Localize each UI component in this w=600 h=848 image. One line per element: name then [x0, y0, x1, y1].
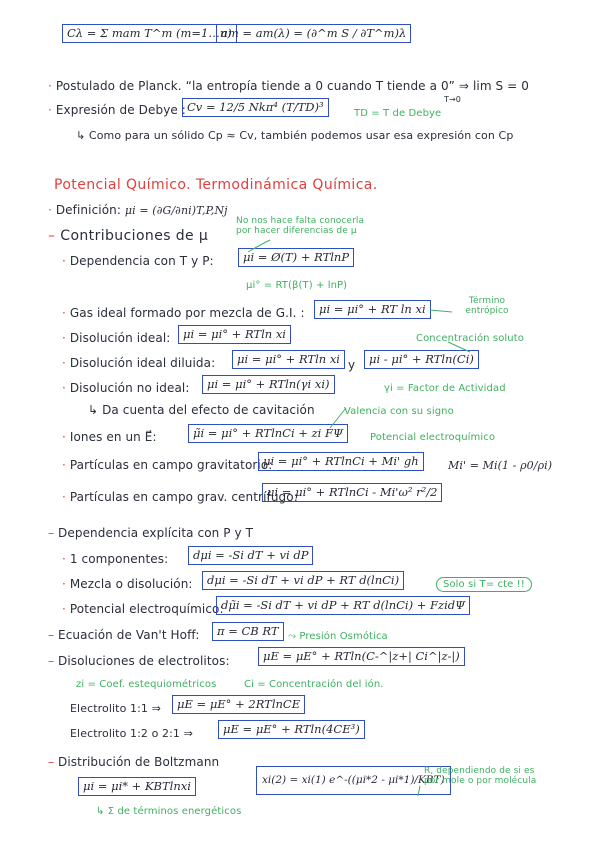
bullet: ·	[48, 79, 52, 93]
electrolito-12-equation-box: μE = μE° + RTln(4CE³)	[218, 720, 365, 739]
bullet: ·	[48, 203, 52, 217]
limit-subscript: T→0	[444, 95, 461, 104]
gas-ideal-equation-box: μi = μi° + RT ln xi	[314, 300, 431, 319]
mezcla-equation-box: dμi = -Si dT + vi dP + RT d(lnCi)	[202, 571, 404, 590]
bullet: ·	[62, 490, 66, 504]
mezcla-label: Mezcla o disolución:	[69, 577, 193, 591]
boltzmann-line	[48, 755, 219, 770]
dependencia-line	[62, 254, 214, 269]
definicion-line	[48, 203, 228, 218]
bullet: ·	[62, 254, 66, 268]
boltzmann-chemical-potential-box: μi = μi* + KBTlnxi	[78, 777, 196, 796]
bullet: ·	[62, 577, 66, 591]
pot-electro-line	[62, 602, 224, 617]
explicita-label: Dependencia explícita con P y T	[58, 526, 254, 540]
dependencia-note: μi° = RT(β(T) + lnP)	[246, 280, 348, 291]
heat-capacity-series-box: Cλ = Σ mam T^m (m=1…n)	[62, 24, 237, 43]
bullet: ·	[48, 103, 52, 117]
disolucion-ideal-equation-box: μi = μi° + RTln xi	[178, 325, 291, 344]
electrolito-11-label: Electrolito 1:1 ⇒	[70, 702, 161, 715]
debye-followup: ↳ Como para un sólido Cp ≈ Cv, también podemos usar esa expresión con Cp	[76, 129, 514, 142]
section-title: Potencial Químico. Termodinámica Química.	[54, 177, 378, 193]
reduced-mass-formula: Mi' = Mi(1 - ρ0/ρi)	[448, 459, 553, 472]
planck-quote: “la entropía tiende a 0 cuando T tiende a 0” ⇒ lim S = 0	[185, 79, 529, 93]
electrolitos-equation-box: μE = μE° + RTln(C-^|z+| Ci^|z-|)	[258, 647, 465, 666]
potencial-electroquimico-note: Potencial electroquímico	[370, 432, 496, 443]
bullet: ·	[62, 552, 66, 566]
gas-ideal-line	[62, 306, 305, 321]
mezcla-line	[62, 577, 193, 592]
disolucion-no-ideal-label: Disolución no ideal:	[69, 381, 190, 395]
electrolitos-label: Disoluciones de electrolitos:	[58, 654, 230, 668]
boltzmann-distribution-box: xi(2) = xi(1) e^-((μi*2 - μi*1)/KBT)	[256, 766, 451, 795]
gas-ideal-note: Término entrópico	[465, 296, 509, 316]
disolucion-diluida-label: Disolución ideal diluida:	[69, 356, 216, 370]
explicita-heading	[48, 526, 253, 541]
un-componente-label: 1 componentes:	[69, 552, 169, 566]
disolucion-no-ideal-line	[62, 381, 189, 396]
definicion-equation: μi = (∂G/∂ni)T,P,Nj	[124, 204, 228, 217]
dash: –	[48, 654, 55, 668]
disolucion-diluida-equation-box-2: μi - μi° + RTln(Ci)	[364, 350, 479, 369]
dependencia-label: Dependencia con T y P:	[69, 254, 214, 268]
electrolitos-line	[48, 654, 230, 669]
gravitatorio-label: Partículas en campo gravitatorio:	[69, 458, 273, 472]
contribuciones-label: Contribuciones de μ	[60, 228, 209, 244]
vant-hoff-label: Ecuación de Van't Hoff:	[58, 628, 200, 642]
gravitatorio-line	[62, 458, 272, 473]
presion-osmotica-note: ⤳ Presión Osmótica	[288, 631, 388, 642]
un-componente-equation-box: dμi = -Si dT + vi dP	[188, 546, 313, 565]
debye-line	[48, 103, 186, 118]
cavitacion-note: ↳ Da cuenta del efecto de cavitación	[88, 403, 315, 417]
debye-label: Expresión de Debye :	[55, 103, 186, 117]
solo-si-note	[436, 577, 532, 592]
pot-electro-equation-box: dμ̃i = -Si dT + vi dP + RT d(lnCi) + FzidΨ	[216, 596, 470, 615]
vant-hoff-equation-box: π = CB RT	[212, 622, 284, 641]
gravitatorio-equation-box: μi = μi° + RTlnCi + Mi' gh	[258, 452, 424, 471]
un-componente-line	[62, 552, 168, 567]
bullet: ·	[62, 306, 66, 320]
boltzmann-label: Distribución de Boltzmann	[58, 755, 220, 769]
am-coefficient-box: am = am(λ) = (∂^m S / ∂T^m)λ	[216, 24, 411, 43]
concentracion-ion-note: Ci = Concentración del ión.	[244, 679, 384, 690]
dash: –	[48, 755, 55, 769]
disolucion-diluida-line	[62, 356, 215, 371]
valencia-note: Valencia con su signo	[344, 406, 454, 417]
boltzmann-note: R, dependiendo de si es por mole o por molécula	[424, 766, 537, 786]
centrifugo-equation-box: μi = μi° + RTlnCi - Mi'ω² r²/2	[262, 483, 442, 502]
dash: –	[48, 526, 55, 540]
conjunction: y	[348, 358, 356, 372]
vant-hoff-line	[48, 628, 199, 643]
gas-ideal-label: Gas ideal formado por mezcla de G.I. :	[69, 306, 305, 320]
bullet: ·	[62, 430, 66, 444]
debye-note: TD = T de Debye	[354, 108, 442, 119]
iones-label: Iones en un E⃗:	[69, 430, 157, 444]
actividad-note: γi = Factor de Actividad	[384, 383, 506, 394]
disolucion-ideal-label: Disolución ideal:	[69, 331, 171, 345]
coef-estequiometricos-note: zi = Coef. estequiométricos	[76, 679, 217, 690]
concentracion-soluto-note: Concentración soluto	[416, 333, 524, 344]
debye-equation-box: Cv = 12/5 Nkπ⁴ (T/TD)³	[182, 98, 329, 117]
dependencia-equation-box: μi = Ø(T) + RTlnP	[238, 248, 354, 267]
bullet: ·	[62, 356, 66, 370]
dash: –	[48, 628, 55, 642]
iones-equation-box: μ̃i = μi° + RTlnCi + zi FΨ	[188, 424, 348, 443]
disolucion-diluida-equation-box-1: μi = μi° + RTln xi	[232, 350, 345, 369]
entropico-arrow	[430, 310, 452, 312]
definicion-note: No nos hace falta conocerla por hacer diferencias de μ	[236, 216, 365, 236]
iones-line	[62, 430, 157, 445]
definicion-label: Definición:	[55, 203, 121, 217]
disolucion-no-ideal-equation-box: μi = μi° + RTln(γi xi)	[202, 375, 335, 394]
bullet: ·	[62, 602, 66, 616]
planck-label: Postulado de Planck.	[55, 79, 182, 93]
bullet: ·	[62, 458, 66, 472]
electrolito-12-label: Electrolito 1:2 o 2:1 ⇒	[70, 727, 193, 740]
sum-energetic-terms-note: ↳ Σ de términos energéticos	[96, 806, 242, 817]
bullet: ·	[62, 381, 66, 395]
contribuciones-heading	[48, 229, 208, 244]
dash: –	[48, 228, 56, 244]
solo-si-label: Solo si T= cte !!	[436, 577, 532, 592]
pot-electro-label: Potencial electroquímico:	[69, 602, 224, 616]
bullet: ·	[62, 331, 66, 345]
disolucion-ideal-line	[62, 331, 170, 346]
electrolito-11-equation-box: μE = μE° + 2RTlnCE	[172, 695, 305, 714]
centrifugo-label: Partículas en campo grav. centrífugo:	[69, 490, 298, 504]
